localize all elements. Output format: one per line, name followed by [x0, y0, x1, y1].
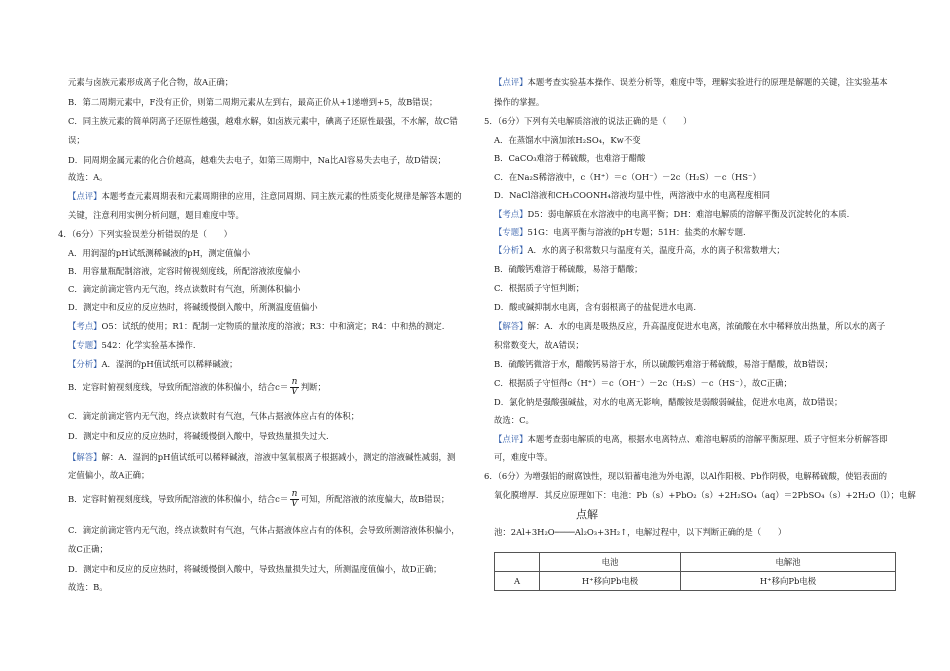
topic-line — [68, 340, 196, 350]
answer-line: 故选：B。 — [68, 582, 108, 592]
answer-line: 故选：A。 — [68, 172, 108, 182]
option-d: D．NaCl溶液和CH₃COONH₄溶液均显中性，两溶液中水的电离程度相同 — [494, 190, 770, 200]
fraction-denominator: V — [291, 387, 298, 397]
solution-line — [494, 321, 885, 331]
comment-text: 本题考查实验基本操作、误差分析等，难度中等，理解实验进行的原理是解题的关键，注实验基本 — [527, 77, 888, 87]
table-header-battery: 电池 — [540, 553, 681, 572]
fraction-denominator: V — [291, 499, 298, 509]
solution-b-line — [68, 490, 449, 509]
option-b: B．CaCO₃难溶于稀硫酸，也难溶于醋酸 — [494, 153, 646, 163]
comment-line — [68, 191, 462, 201]
comment-line — [494, 77, 888, 87]
table-header-electrolytic-cell: 电解池 — [681, 553, 896, 572]
analysis-b-post: 判断； — [300, 382, 326, 392]
solution-b-pre: B．定容时俯视刻度线，导致所配溶液的体积偏小，结合c＝ — [68, 494, 289, 504]
option-c: C．滴定前滴定管内无气泡，终点读数时有气泡，所测体积偏小 — [68, 284, 301, 294]
solution-d-line: D．氯化钠是强酸强碱盐，对水的电离无影响，醋酸铵是弱酸弱碱盐，促进水电离，故D错误； — [494, 397, 843, 407]
text-line: 池：2Al+3H₂O────Al₂O₃+3H₂↑，电解过程中，以下判断正确的是（ ） — [494, 527, 787, 537]
analysis-c-line: C．滴定前滴定管内无气泡，终点读数时有气泡，气体占据液体应占有的体积； — [68, 411, 360, 421]
question-6-table — [494, 552, 896, 591]
analysis-text: A．水的离子积常数只与温度有关，温度升高，水的离子积常数增大； — [527, 245, 785, 255]
table-row — [495, 572, 896, 591]
text-line: 可，难度中等。 — [494, 452, 553, 462]
analysis-b-line — [68, 378, 326, 397]
topic-tag: 【专题】 — [494, 227, 528, 237]
topic-tag: 【专题】 — [68, 340, 102, 350]
text-line: C．同主族元素的简单阴离子还原性越强，越难水解，如卤族元素中，碘离子还原性最强，不水解，故C错 — [68, 116, 458, 126]
analysis-b-pre: B．定容时俯视刻度线，导致所配溶液的体积偏小，结合c＝ — [68, 382, 289, 392]
text-line: 关键，注意利用实例分析问题，题目难度中等。 — [68, 210, 244, 220]
comment-text: 本题考查弱电解质的电离，根据水电离特点、难溶电解质的溶解平衡原理、质子守恒来分析解答即 — [527, 434, 888, 444]
table-cell: H⁺移向Pb电极 — [681, 572, 896, 591]
fraction-numerator: n — [291, 377, 298, 387]
text-line: 故C正确； — [68, 544, 108, 554]
table-cell-option: A — [495, 572, 540, 591]
solution-text: 解：A．水的电离是吸热反应，升高温度促进水电离，浓硫酸在水中稀释放出热量，所以水的离子 — [527, 321, 886, 331]
fraction-n-over-v — [290, 490, 299, 509]
analysis-b-line: B．硫酸钙难溶于稀硫酸，易溶于醋酸； — [494, 264, 643, 274]
topic-text: 542：化学实验基本操作. — [101, 340, 196, 350]
analysis-tag: 【分析】 — [68, 359, 102, 369]
analysis-c-line: C．根据质子守恒判断； — [494, 283, 585, 293]
question-5-stem: 5．（6分）下列有关电解质溶液的说法正确的是（ ） — [484, 116, 692, 126]
key-points-line — [68, 321, 444, 331]
key-points-tag: 【考点】 — [494, 209, 528, 219]
analysis-d-line: D．酸或碱抑制水电离，含有弱根离子的盐促进水电离. — [494, 302, 697, 312]
key-points-tag: 【考点】 — [68, 321, 102, 331]
solution-c-line: C．滴定前滴定管内无气泡，终点读数时有气泡，气体占据液体应占有的体积，会导致所测溶液体积偏小， — [68, 525, 460, 535]
solution-text: 解：A．湿润的pH值试纸可以稀释碱液，溶液中氢氧根离子根据减小，测定的溶液碱性减弱，测 — [101, 452, 456, 462]
table-header-row — [495, 553, 896, 572]
text-line: 定值偏小，故A正确； — [68, 470, 150, 480]
question-4-stem: 4．（6分）下列实验误差分析错误的是（ ） — [58, 229, 232, 239]
fraction-n-over-v — [290, 378, 299, 397]
comment-tag: 【点评】 — [68, 191, 102, 201]
solution-line — [68, 452, 455, 462]
fraction-numerator: n — [291, 489, 298, 499]
analysis-d-line: D．测定中和反应的反应热时，将碱缓慢倒入酸中，导致热量损失过大. — [68, 431, 329, 441]
text-line: B．第二周期元素中，F没有正价，则第二周期元素从左到右，最高正价从+1递增到+5，故B错误； — [68, 97, 438, 107]
option-c: C．在Na₂S稀溶液中，c（H⁺）＝c（OH⁻）－2c（H₂S）－c（HS⁻） — [494, 172, 761, 182]
question-6-stem: 6．（6分）为增强铝的耐腐蚀性，现以铅蓄电池为外电源，以Al作阳极、Pb作阴极，电解稀硫酸，使铝表面的 — [484, 471, 888, 481]
text-line: 误； — [68, 135, 85, 145]
solution-d-line: D．测定中和反应的反应热时，将碱缓慢倒入酸中，导致热量损失过大，所测温度值偏小，故D正确； — [68, 564, 442, 574]
topic-line — [494, 227, 746, 237]
solution-tag: 【解答】 — [494, 321, 528, 331]
analysis-tag: 【分析】 — [494, 245, 528, 255]
option-b: B．用容量瓶配制溶液，定容时俯视刻度线，所配溶液浓度偏小 — [68, 266, 301, 276]
comment-text: 本题考查元素周期表和元素周期律的应用，注意同周期、同主族元素的性质变化规律是解答本题的 — [101, 191, 462, 201]
topic-text: 51G：电离平衡与溶液的pH专题；51H：盐类的水解专题. — [527, 227, 746, 237]
text-line: 操作的掌握。 — [494, 97, 545, 107]
option-d: D．测定中和反应的反应热时，将碱缓慢倒入酸中，所测温度值偏小 — [68, 302, 318, 312]
solution-b-line: B．硫酸钙微溶于水，醋酸钙易溶于水，所以硫酸钙难溶于稀硫酸，易溶于醋酸，故B错误； — [494, 359, 833, 369]
text-line: 积常数变大，故A错误； — [494, 340, 584, 350]
solution-b-post: 可知，所配溶液的浓度偏大，故B错误； — [300, 494, 450, 504]
electrolysis-condition-label: 点解 — [576, 508, 598, 521]
table-cell — [495, 553, 540, 572]
key-points-text: D5：弱电解质在水溶液中的电离平衡；DH：难溶电解质的溶解平衡及沉淀转化的本质. — [527, 209, 850, 219]
comment-tag: 【点评】 — [494, 434, 528, 444]
text-line: 元素与卤族元素形成离子化合物，故A正确； — [68, 77, 234, 87]
comment-line — [494, 434, 888, 444]
key-points-text: O5：试纸的使用；R1：配制一定物质的量浓度的溶液；R3：中和滴定；R4：中和热的测定. — [101, 321, 445, 331]
analysis-text: A．湿润的pH值试纸可以稀释碱液； — [101, 359, 238, 369]
option-a: A．用润湿的pH试纸测稀碱液的pH，测定值偏小 — [68, 248, 251, 258]
solution-c-line: C．根据质子守恒得c（H⁺）＝c（OH⁻）－2c（H₂S）－c（HS⁻），故C正确； — [494, 378, 792, 388]
table-cell: H⁺移向Pb电极 — [540, 572, 681, 591]
solution-tag: 【解答】 — [68, 452, 102, 462]
analysis-line — [68, 359, 237, 369]
comment-tag: 【点评】 — [494, 77, 528, 87]
analysis-line — [494, 245, 785, 255]
text-line: 氧化膜增厚．其反应原理如下：电池：Pb（s）+PbO₂（s）+2H₂SO₄（aq）＝2PbSO₄（s）+2H₂O（l）；电解 — [494, 490, 916, 500]
key-points-line — [494, 209, 849, 219]
text-line: D．同周期金属元素的化合价越高，越难失去电子，如第三周期中，Na比Al容易失去电子，故D错误； — [68, 155, 446, 165]
option-a: A．在蒸馏水中滴加浓H₂SO₄，Kw不变 — [494, 135, 641, 145]
answer-line: 故选：C。 — [494, 415, 534, 425]
